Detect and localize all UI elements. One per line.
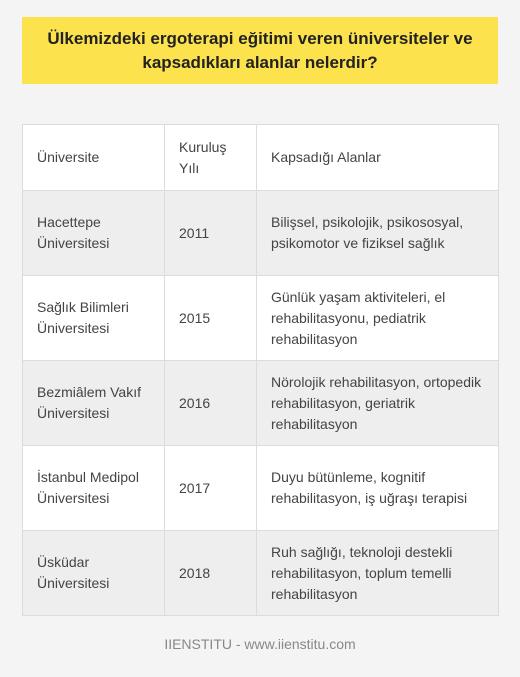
table-row (23, 361, 499, 446)
table-row (23, 446, 499, 531)
header-areas: Kapsadığı Alanlar (257, 125, 499, 191)
cell-university: İstanbul Medipol Üniversitesi (23, 446, 165, 531)
cell-year: 2018 (165, 531, 257, 616)
cell-university: Hacettepe Üniversitesi (23, 191, 165, 276)
header-founding-year: Kuruluş Yılı (165, 125, 257, 191)
footer-credit: IIENSTITU - www.iienstitu.com (164, 636, 356, 652)
cell-year: 2016 (165, 361, 257, 446)
cell-university: Bezmiâlem Vakıf Üniversitesi (23, 361, 165, 446)
page-title: Ülkemizdeki ergoterapi eğitimi veren üniversiteler ve kapsadıkları alanlar nelerdir? (22, 17, 498, 84)
cell-areas: Bilişsel, psikolojik, psikososyal, psikomotor ve fiziksel sağlık (257, 191, 499, 276)
header-university: Üniversite (23, 125, 165, 191)
cell-areas: Nörolojik rehabilitasyon, ortopedik rehabilitasyon, geriatrik rehabilitasyon (257, 361, 499, 446)
table-row (23, 276, 499, 361)
universities-table (22, 124, 499, 616)
table-row (23, 191, 499, 276)
cell-year: 2017 (165, 446, 257, 531)
cell-year: 2011 (165, 191, 257, 276)
cell-university: Sağlık Bilimleri Üniversitesi (23, 276, 165, 361)
table-row (23, 531, 499, 616)
table-header-row (23, 125, 499, 191)
cell-areas: Ruh sağlığı, teknoloji destekli rehabilitasyon, toplum temelli rehabilitasyon (257, 531, 499, 616)
cell-year: 2015 (165, 276, 257, 361)
cell-areas: Günlük yaşam aktiviteleri, el rehabilitasyonu, pediatrik rehabilitasyon (257, 276, 499, 361)
cell-university: Üsküdar Üniversitesi (23, 531, 165, 616)
cell-areas: Duyu bütünleme, kognitif rehabilitasyon, iş uğraşı terapisi (257, 446, 499, 531)
